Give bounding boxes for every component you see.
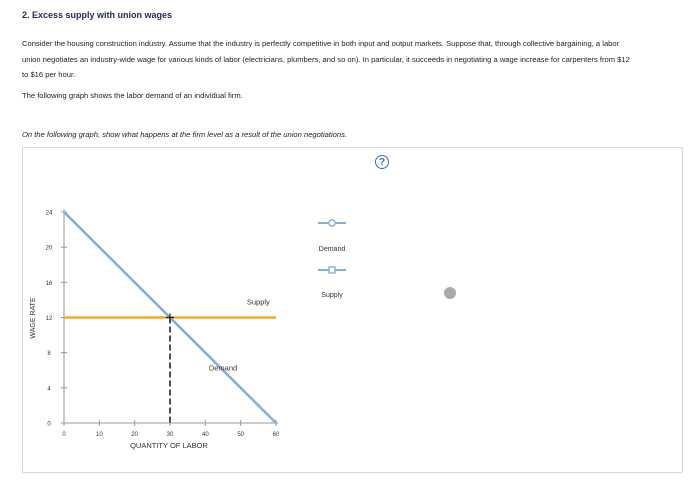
x-tick-label: 60 xyxy=(272,432,280,438)
supply-tool-label: Supply xyxy=(321,292,343,299)
graph-panel xyxy=(22,147,683,473)
question-title: 2. Excess supply with union wages xyxy=(22,10,173,20)
y-tick-label: 8 xyxy=(47,351,51,358)
y-tick-label: 0 xyxy=(47,421,51,428)
x-tick-label: 30 xyxy=(166,432,174,438)
y-tick-label: 12 xyxy=(45,316,53,322)
x-tick-label: 10 xyxy=(95,432,103,438)
supply-tool-square-icon xyxy=(329,267,335,273)
supply-tool[interactable] xyxy=(318,267,346,299)
help-icon[interactable]: ? xyxy=(375,155,389,169)
x-axis-title: QUANTITY OF LABOR xyxy=(130,441,208,450)
question-intro: Consider the housing construction industry. Assume that the industry is perfectly competitive in both input and output markets. Suppose that, through collective bargaining, a labor union negotiates an industry-wide wage for various kinds of labor (electricians, plumbers, and so on). In particular, it succeeds in negotiating a wage increase for carpenters from $12 to $16 per hour. xyxy=(22,39,630,79)
supply-curve-label: Supply xyxy=(246,297,270,307)
status-dot xyxy=(444,287,456,299)
x-tick-label: 40 xyxy=(201,432,209,438)
x-tick-label: 50 xyxy=(237,432,245,438)
y-tick-label: 20 xyxy=(45,245,53,252)
demand-tool-label: Demand xyxy=(318,246,346,253)
instruction-text: On the following graph, show what happens at the firm level as a result of the union negotiations. xyxy=(22,130,348,139)
graph-intro-text: The following graph shows the labor demand of an individual firm. xyxy=(22,91,243,100)
labor-market-chart[interactable] xyxy=(23,148,682,472)
demand-tool-circle-icon xyxy=(329,220,335,226)
y-tick-label: 16 xyxy=(45,280,53,287)
demand-tool[interactable] xyxy=(318,220,346,253)
demand-curve-label: Demand xyxy=(208,363,238,373)
x-tick-label: 0 xyxy=(62,432,66,438)
x-tick-label: 20 xyxy=(131,432,139,438)
y-tick-label: 4 xyxy=(47,386,51,393)
y-axis-title: WAGE RATE xyxy=(30,297,37,339)
y-tick-label: 24 xyxy=(45,210,53,217)
